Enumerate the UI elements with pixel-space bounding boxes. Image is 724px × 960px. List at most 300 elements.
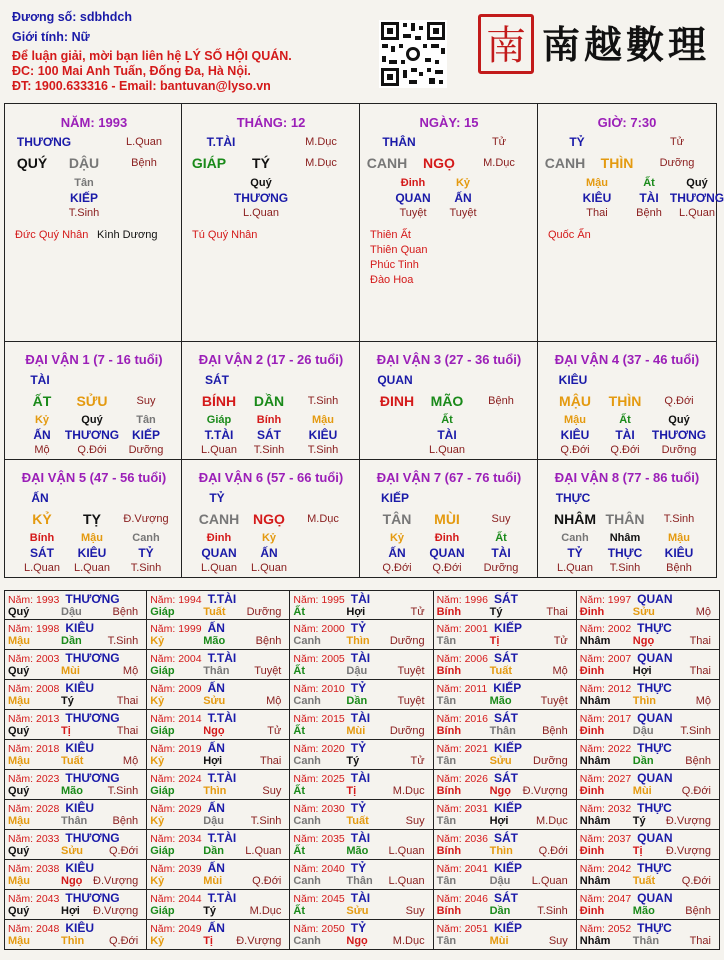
dai-van-hidden-than: ẤN xyxy=(260,546,278,560)
year-number: Năm: 2003 xyxy=(8,653,60,665)
year-label xyxy=(580,592,673,606)
year-than: QUAN xyxy=(637,891,673,905)
star-2: Phúc Tinh xyxy=(370,259,419,271)
dai-van-hidden-than: TÀI xyxy=(615,428,635,442)
dai-van-4 xyxy=(538,342,717,460)
dai-van-hidden-ts: Dưỡng xyxy=(128,444,164,456)
year-chi: Thìn xyxy=(61,935,85,947)
pillar-top-left: THƯƠNG xyxy=(16,135,72,149)
dai-van-hidden-can: Mậu xyxy=(564,414,586,426)
hidden-than: TÀI xyxy=(639,191,659,205)
year-than: THỰC xyxy=(637,621,672,635)
year-chi: Ngọ xyxy=(203,725,225,737)
year-than: T.TÀI xyxy=(207,771,237,785)
hidden-truong-sinh: Thai xyxy=(586,207,608,219)
year-label xyxy=(437,621,522,635)
year-chi: Dần xyxy=(346,695,368,707)
pillar-truong-sinh: Dưỡng xyxy=(659,157,695,169)
dai-van-hidden-can: Quý xyxy=(81,414,103,426)
dai-van-hidden-ts: Q.Đới xyxy=(77,444,107,456)
dai-van-hidden-ts: Dưỡng xyxy=(661,444,697,456)
dai-van-hidden-can: Đinh xyxy=(206,532,232,544)
owner-name: Đương số: sdbhdch xyxy=(12,10,133,24)
year-truong-sinh: L.Quan xyxy=(388,845,425,857)
year-label xyxy=(8,861,94,875)
year-chi: Thân xyxy=(346,875,373,887)
year-chi: Ngọ xyxy=(346,935,368,947)
year-cell xyxy=(577,590,720,620)
dai-van-hidden-than: TỶ xyxy=(138,546,154,560)
year-truong-sinh: Dưỡng xyxy=(389,635,425,647)
dai-van-truong-sinh: Đ.Vượng xyxy=(123,513,169,525)
dai-van-can: TÂN xyxy=(382,511,412,527)
year-chi: Ngọ xyxy=(61,875,83,887)
year-cell xyxy=(434,860,577,890)
year-number: Năm: 1998 xyxy=(8,623,60,635)
year-label xyxy=(293,741,366,755)
year-number: Năm: 2036 xyxy=(436,833,488,845)
year-number: Năm: 2017 xyxy=(579,713,632,725)
year-chi: Thân xyxy=(632,935,660,947)
year-number: Năm: 1996 xyxy=(436,594,488,606)
year-than: TÀI xyxy=(350,711,371,725)
hidden-than: THƯƠNG xyxy=(233,191,289,205)
year-than: KIÊU xyxy=(65,741,95,755)
star-0: Tú Quý Nhân xyxy=(192,229,258,241)
year-cell xyxy=(147,680,290,710)
dai-van-chi: MÙI xyxy=(434,511,460,527)
year-number: Năm: 2025 xyxy=(293,773,345,785)
year-label xyxy=(437,771,518,785)
year-than: ẤN xyxy=(207,621,225,635)
dai-van-hidden-ts: T.Sinh xyxy=(130,562,162,574)
year-label xyxy=(293,681,366,695)
year-number: Năm: 2050 xyxy=(293,923,345,935)
hidden-can: Đinh xyxy=(400,177,426,189)
year-than: TÀI xyxy=(350,592,371,606)
hidden-can: Tân xyxy=(74,177,94,189)
year-truong-sinh: Tử xyxy=(553,635,568,647)
dai-van-chi: SỬU xyxy=(76,393,108,409)
year-cell xyxy=(434,830,577,860)
year-cell xyxy=(290,620,433,650)
year-label xyxy=(580,621,672,635)
year-truong-sinh: Q.Đới xyxy=(252,875,282,887)
year-can: Quý xyxy=(8,905,30,917)
dai-van-chi: TỴ xyxy=(83,511,101,527)
year-truong-sinh: Thai xyxy=(689,635,711,647)
year-than: THƯƠNG xyxy=(65,891,120,905)
year-chi: Sửu xyxy=(489,755,512,767)
pillar-can: QUÝ xyxy=(16,155,48,171)
year-truong-sinh: Bệnh xyxy=(685,905,711,917)
dai-van-hidden-can: Tân xyxy=(136,414,156,426)
dai-van-3 xyxy=(360,342,538,460)
year-cell xyxy=(434,920,577,950)
year-than: T.TÀI xyxy=(207,891,237,905)
star-1: Kình Dương xyxy=(97,229,158,241)
dai-van-truong-sinh: Suy xyxy=(491,513,511,525)
year-than: TÀI xyxy=(350,831,371,845)
year-truong-sinh: Đ.Vượng xyxy=(665,845,711,857)
year-truong-sinh: Thai xyxy=(689,935,711,947)
pillar-title: NGÀY: 15 xyxy=(419,115,479,130)
dai-van-hidden-ts: Q.Đới xyxy=(560,444,590,456)
year-than: SÁT xyxy=(493,592,518,606)
year-label xyxy=(580,711,673,725)
year-label xyxy=(437,592,518,606)
year-label xyxy=(150,651,236,665)
year-cell xyxy=(147,710,290,740)
year-can: Bính xyxy=(436,725,462,737)
year-truong-sinh: Thai xyxy=(546,606,568,618)
year-than: TỶ xyxy=(350,741,367,755)
year-chi: Tuất xyxy=(61,755,84,767)
year-label xyxy=(293,592,370,606)
year-cell xyxy=(577,710,720,740)
year-label xyxy=(150,861,225,875)
year-number: Năm: 2045 xyxy=(293,893,345,905)
dai-van-chi: MÃO xyxy=(430,393,464,409)
year-cell xyxy=(577,650,720,680)
year-chi: Hợi xyxy=(203,755,223,767)
star-0: Quốc Ấn xyxy=(548,229,591,241)
year-label xyxy=(437,801,522,815)
year-label xyxy=(293,831,370,845)
year-cell xyxy=(290,710,433,740)
year-number: Năm: 2051 xyxy=(436,923,488,935)
year-than: SÁT xyxy=(493,711,518,725)
dai-van-chi: NGỌ xyxy=(253,511,285,527)
year-label xyxy=(437,861,522,875)
year-number: Năm: 2031 xyxy=(436,803,488,815)
year-can: Tân xyxy=(436,875,457,887)
year-number: Năm: 2013 xyxy=(8,713,60,725)
year-number: Năm: 2039 xyxy=(150,863,202,875)
year-cell xyxy=(290,740,433,770)
year-truong-sinh: T.Sinh xyxy=(250,815,282,827)
year-can: Mậu xyxy=(8,935,30,947)
year-label xyxy=(293,921,366,935)
year-than: THỰC xyxy=(637,861,672,875)
year-than: KIẾP xyxy=(493,621,522,635)
dai-van-title: ĐẠI VẬN 7 (67 - 76 tuổi) xyxy=(376,470,522,485)
year-can: Ất xyxy=(293,725,305,737)
year-than: T.TÀI xyxy=(207,651,237,665)
phone-email-line: ĐT: 1900.633316 - Email: bantuvan@lyso.vn xyxy=(12,79,271,93)
dai-van-can: ẤT xyxy=(32,393,52,409)
year-than: KIẾP xyxy=(493,801,522,815)
year-cell xyxy=(577,920,720,950)
year-than: THỰC xyxy=(637,741,672,755)
dai-van-hidden-than: THỰC xyxy=(607,546,643,560)
year-can: Mậu xyxy=(8,815,30,827)
dai-van-hidden-ts: L.Quan xyxy=(200,444,238,456)
dai-van-hidden-than: T.TÀI xyxy=(204,428,234,442)
year-number: Năm: 2033 xyxy=(8,833,60,845)
year-can: Canh xyxy=(293,695,321,707)
year-than: THƯƠNG xyxy=(65,711,120,725)
year-can: Quý xyxy=(8,606,30,618)
year-chi: Mão xyxy=(203,635,226,647)
year-label xyxy=(8,771,120,785)
year-cell xyxy=(147,650,290,680)
year-cell xyxy=(147,860,290,890)
year-than: TỶ xyxy=(350,861,367,875)
year-number: Năm: 2035 xyxy=(293,833,345,845)
year-chi: Thìn xyxy=(489,845,513,857)
year-cell xyxy=(4,830,147,860)
year-number: Năm: 1994 xyxy=(150,594,202,606)
year-chi: Tý xyxy=(203,905,217,917)
year-can: Mậu xyxy=(8,755,30,767)
dai-van-than: KIẾP xyxy=(380,491,410,505)
hidden-can: Ất xyxy=(643,177,655,189)
year-chi: Mão xyxy=(346,845,369,857)
dai-van-can: CANH xyxy=(198,511,240,527)
year-label xyxy=(8,741,94,755)
gender: Giới tính: Nữ xyxy=(12,30,90,44)
year-than: THỰC xyxy=(637,801,672,815)
year-chi: Dậu xyxy=(489,875,511,887)
year-label xyxy=(150,831,236,845)
year-cell xyxy=(290,770,433,800)
year-truong-sinh: Suy xyxy=(405,815,425,827)
year-number: Năm: 2015 xyxy=(293,713,345,725)
year-can: Tân xyxy=(436,755,457,767)
dai-van-than: QUAN xyxy=(377,373,413,387)
year-chi: Thìn xyxy=(346,635,370,647)
year-truong-sinh: Tuyệt xyxy=(397,665,425,677)
year-cell xyxy=(434,770,577,800)
dai-van-truong-sinh: Bệnh xyxy=(488,395,514,407)
year-than: T.TÀI xyxy=(207,711,237,725)
pillar-top-right: L.Quan xyxy=(125,136,163,148)
year-truong-sinh: Mộ xyxy=(122,755,139,767)
year-number: Năm: 1995 xyxy=(293,594,345,606)
year-than: THƯƠNG xyxy=(65,771,120,785)
year-truong-sinh: Tử xyxy=(410,755,425,767)
year-number: Năm: 2052 xyxy=(579,923,632,935)
year-truong-sinh: T.Sinh xyxy=(107,635,139,647)
dai-van-hidden-can: Kỷ xyxy=(34,414,50,426)
year-truong-sinh: T.Sinh xyxy=(537,905,568,917)
year-number: Năm: 2008 xyxy=(8,683,60,695)
year-chi: Hợi xyxy=(489,815,509,827)
year-number: Năm: 2049 xyxy=(150,923,202,935)
dai-van-title: ĐẠI VẬN 6 (57 - 66 tuổi) xyxy=(198,470,344,485)
year-than: TÀI xyxy=(350,891,371,905)
dai-van-hidden-ts: Bệnh xyxy=(666,562,692,574)
logo-text: 南越數理 xyxy=(542,22,711,67)
year-chi: Tị xyxy=(203,935,213,947)
hidden-truong-sinh: L.Quan xyxy=(678,207,716,219)
pillar-top-left: T.TÀI xyxy=(206,135,236,149)
year-number: Năm: 2046 xyxy=(436,893,488,905)
year-chi: Mùi xyxy=(632,785,652,797)
year-number: Năm: 2034 xyxy=(150,833,202,845)
year-label xyxy=(293,891,370,905)
year-can: Quý xyxy=(8,785,30,797)
dai-van-truong-sinh: T.Sinh xyxy=(307,395,339,407)
year-truong-sinh: Đ.Vượng xyxy=(236,935,282,947)
year-can: Đinh xyxy=(579,905,605,917)
star-1: Thiên Quan xyxy=(370,244,428,256)
year-than: THỰC xyxy=(637,921,672,935)
year-can: Giáp xyxy=(150,725,175,737)
dai-van-can: KỶ xyxy=(32,511,52,527)
dai-van-hidden-than: ẤN xyxy=(33,428,51,442)
year-label xyxy=(150,741,225,755)
year-number: Năm: 2009 xyxy=(150,683,202,695)
year-number: Năm: 2042 xyxy=(579,863,632,875)
year-chi: Tuất xyxy=(203,606,226,618)
year-can: Giáp xyxy=(150,665,175,677)
year-label xyxy=(150,681,225,695)
year-can: Bính xyxy=(436,665,462,677)
year-truong-sinh: L.Quan xyxy=(531,875,568,887)
dai-van-hidden-can: Bính xyxy=(256,414,282,426)
year-number: Năm: 2027 xyxy=(579,773,632,785)
year-cell xyxy=(577,740,720,770)
year-truong-sinh: Q.Đới xyxy=(681,785,711,797)
year-chi: Mão xyxy=(632,905,655,917)
dai-van-hidden-than: THƯƠNG xyxy=(64,428,120,442)
year-chi: Tị xyxy=(632,845,643,857)
year-label xyxy=(580,681,672,695)
year-truong-sinh: Bệnh xyxy=(255,635,282,647)
year-chi: Thân xyxy=(61,815,88,827)
year-cell xyxy=(4,860,147,890)
year-number: Năm: 1997 xyxy=(579,594,632,606)
hidden-can: Kỷ xyxy=(455,177,471,189)
year-cell xyxy=(434,800,577,830)
year-label xyxy=(293,711,370,725)
year-number: Năm: 2018 xyxy=(8,743,60,755)
year-truong-sinh: Mộ xyxy=(552,665,568,677)
year-cell xyxy=(147,830,290,860)
year-can: Đinh xyxy=(579,845,605,857)
year-truong-sinh: Tuyệt xyxy=(397,695,425,707)
year-number: Năm: 2043 xyxy=(8,893,60,905)
year-number: Năm: 2000 xyxy=(293,623,345,635)
year-cell xyxy=(577,680,720,710)
year-truong-sinh: Thai xyxy=(689,665,711,677)
year-label xyxy=(150,891,236,905)
year-number: Năm: 2020 xyxy=(293,743,345,755)
dai-van-hidden-than: TỶ xyxy=(567,546,583,560)
year-chi: Thân xyxy=(203,665,230,677)
year-than: KIẾP xyxy=(493,861,522,875)
year-than: THƯƠNG xyxy=(65,831,120,845)
pillar-truong-sinh: M.Dục xyxy=(305,157,337,169)
dai-van-hidden-ts: L.Quan xyxy=(250,562,288,574)
year-chi: Ngọ xyxy=(489,785,511,797)
year-label xyxy=(293,861,366,875)
year-number: Năm: 2006 xyxy=(436,653,488,665)
year-than: KIÊU xyxy=(65,861,95,875)
pillar-top-left: THÂN xyxy=(382,135,416,149)
dai-van-2 xyxy=(182,342,360,460)
year-cell xyxy=(290,830,433,860)
pillar-2 xyxy=(182,103,360,342)
year-can: Nhâm xyxy=(579,695,611,707)
hidden-than: THƯƠNG xyxy=(669,191,724,205)
year-cell xyxy=(147,620,290,650)
year-chi: Dậu xyxy=(203,815,224,827)
year-chi: Mùi xyxy=(203,875,223,887)
year-number: Năm: 2032 xyxy=(579,803,632,815)
dai-van-7 xyxy=(360,460,538,578)
year-can: Kỷ xyxy=(150,635,165,647)
year-label xyxy=(580,861,672,875)
dai-van-than: ẤN xyxy=(31,491,49,505)
year-number: Năm: 2010 xyxy=(293,683,345,695)
dai-van-truong-sinh: Suy xyxy=(136,395,156,407)
year-cell xyxy=(577,860,720,890)
year-number: Năm: 2024 xyxy=(150,773,202,785)
year-number: Năm: 2038 xyxy=(8,863,60,875)
hidden-can: Quý xyxy=(686,177,708,189)
year-number: Năm: 2016 xyxy=(436,713,488,725)
dai-van-hidden-can: Ất xyxy=(619,414,631,426)
year-than: TÀI xyxy=(350,771,371,785)
year-can: Nhâm xyxy=(579,875,611,887)
pillar-can: CANH xyxy=(366,155,408,171)
dai-van-hidden-ts: Q.Đới xyxy=(432,562,462,574)
year-truong-sinh: Q.Đới xyxy=(681,875,711,887)
dai-van-hidden-ts: T.Sinh xyxy=(609,562,641,574)
dai-van-hidden-can: Mậu xyxy=(312,414,334,426)
year-label xyxy=(8,621,94,635)
year-chi: Ngọ xyxy=(632,635,655,647)
year-truong-sinh: Thai xyxy=(116,695,139,707)
year-than: QUAN xyxy=(637,831,673,845)
year-than: ẤN xyxy=(207,801,225,815)
year-cell xyxy=(4,890,147,920)
pillar-3 xyxy=(360,103,538,342)
year-label xyxy=(437,681,522,695)
dai-van-hidden-than: KIÊU xyxy=(308,428,338,442)
dai-van-hidden-ts: Dưỡng xyxy=(483,562,519,574)
year-chi: Dần xyxy=(489,905,511,917)
year-label xyxy=(293,621,366,635)
pillar-chi: TÝ xyxy=(252,155,270,171)
year-chi: Thân xyxy=(489,725,516,737)
dai-van-hidden-than: QUAN xyxy=(429,546,465,560)
year-chi: Dậu xyxy=(632,725,654,737)
pillar-top-left: TỶ xyxy=(569,135,585,149)
year-can: Nhâm xyxy=(579,755,611,767)
year-chi: Dậu xyxy=(346,665,368,677)
contact-line: Để luận giải, mời bạn liên hệ LÝ SỐ HỘI QUÁN. xyxy=(12,49,292,63)
dai-van-hidden-ts: L.Quan xyxy=(428,444,466,456)
year-chi: Thìn xyxy=(203,785,227,797)
year-than: KIÊU xyxy=(65,621,95,635)
year-cell xyxy=(434,680,577,710)
year-cell xyxy=(290,920,433,950)
year-cell xyxy=(434,590,577,620)
year-chi: Sửu xyxy=(61,845,84,857)
star-3: Đào Hoa xyxy=(370,274,414,286)
dai-van-hidden-can: Kỷ xyxy=(261,532,277,544)
dai-van-hidden-ts: T.Sinh xyxy=(307,444,339,456)
year-cell xyxy=(434,740,577,770)
year-can: Bính xyxy=(436,606,462,618)
dai-van-hidden-ts: L.Quan xyxy=(23,562,61,574)
year-number: Năm: 2023 xyxy=(8,773,60,785)
dai-van-hidden-than: ẤN xyxy=(388,546,406,560)
